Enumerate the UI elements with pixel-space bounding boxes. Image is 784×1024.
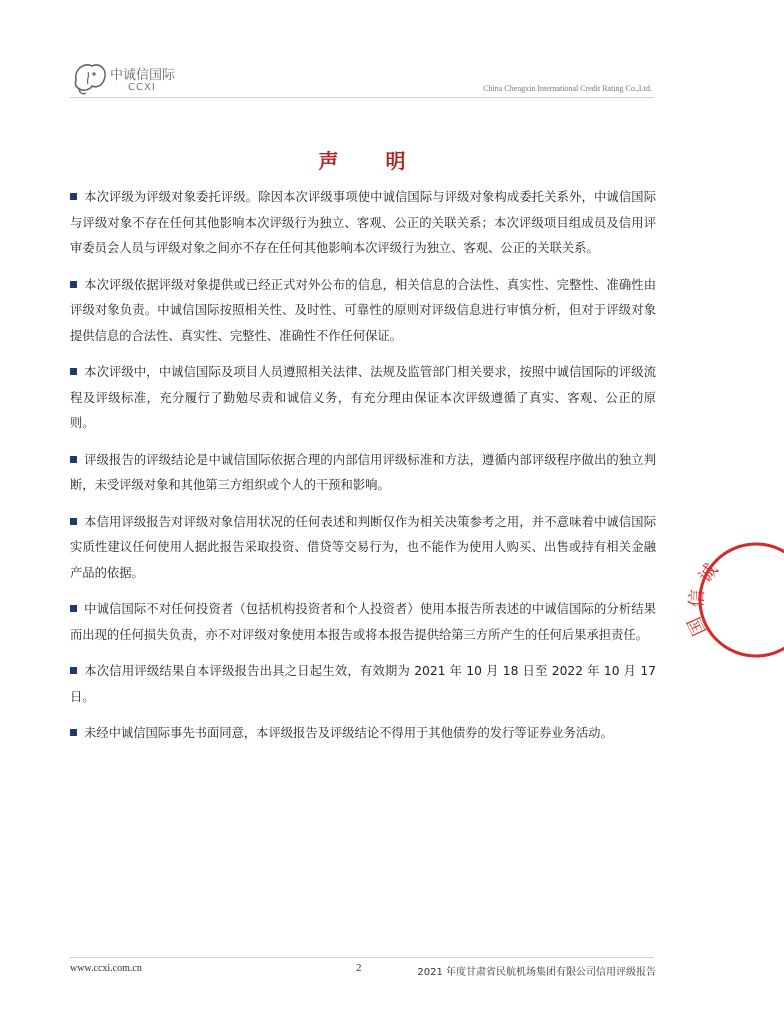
square-bullet-icon bbox=[70, 456, 77, 463]
footer-report-title: 2021 年度甘肃省民航机场集团有限公司信用评级报告 bbox=[417, 967, 656, 978]
footer-website: www.ccxi.com.cn bbox=[70, 963, 142, 974]
logo-english-name: CCXI bbox=[128, 82, 156, 93]
statement-item bbox=[70, 597, 656, 648]
statement-text: 评级报告的评级结论是中诚信国际依据合理的内部信用评级标准和方法，遵循内部评级程序做出的独立判断，未受评级对象和其他第三方组织或个人的干预和影响。 bbox=[70, 452, 656, 492]
statement-item bbox=[70, 273, 656, 350]
square-bullet-icon bbox=[70, 518, 77, 525]
svg-text:国: 国 bbox=[683, 613, 711, 639]
statement-text: 本次评级为评级对象委托评级。除因本次评级事项使中诚信国际与评级对象构成委托关系外，中诚信国际与评级对象不存在任何其他影响本次评级行为独立、客观、公正的关联关系；本次评级项目组成员及信用评审委员会人员与评级对象之间亦不存在任何其他影响本次评级行为独立、客观、公正的关联关系。 bbox=[70, 190, 656, 255]
square-bullet-icon bbox=[70, 605, 77, 612]
statement-text: 未经中诚信国际事先书面同意，本评级报告及评级结论不得用于其他债券的发行等证券业务活动。 bbox=[84, 726, 613, 740]
company-english-name: China Chengxin International Credit Rating Co.,Ltd. bbox=[483, 84, 652, 93]
ccxi-elephant-logo-icon bbox=[70, 58, 110, 96]
statement-text: 本次信用评级结果自本评级报告出具之日起生效，有效期为 2021 年 10 月 18 日至 2022 年 10 月 17 日。 bbox=[70, 664, 656, 704]
svg-text:诚: 诚 bbox=[694, 560, 723, 587]
square-bullet-icon bbox=[70, 667, 77, 674]
logo-chinese-name: 中诚信国际 bbox=[110, 68, 176, 83]
square-bullet-icon bbox=[70, 281, 77, 288]
square-bullet-icon bbox=[70, 729, 77, 736]
square-bullet-icon bbox=[70, 368, 77, 375]
statement-item bbox=[70, 185, 656, 262]
statement-text: 中诚信国际不对任何投资者（包括机构投资者和个人投资者）使用本报告所表述的中诚信国际的分析结果而出现的任何损失负责，亦不对评级对象使用本报告或将本报告提供给第三方所产生的任何后果承担责任。 bbox=[70, 602, 656, 642]
page-title: 声 明 bbox=[318, 149, 426, 173]
footer-divider bbox=[70, 957, 654, 958]
statement-text: 本次评级依据评级对象提供或已经正式对外公布的信息，相关信息的合法性、真实性、完整性、准确性由评级对象负责。中诚信国际按照相关性、及时性、可靠性的原则对评级信息进行审慎分析，但对于评级对象提供信息的合法性、真实性、完整性、准确性不作任何保证。 bbox=[70, 277, 656, 343]
page-number: 2 bbox=[356, 962, 362, 974]
statement-text: 本信用评级报告对评级对象信用状况的任何表述和判断仅作为相关决策参考之用，并不意味着中诚信国际实质性建议任何使用人据此报告采取投资、借贷等交易行为，也不能作为使用人购买、出售或持有相关金融产品的依据。 bbox=[70, 514, 656, 580]
company-seal-stamp-icon bbox=[683, 540, 784, 660]
statement-item bbox=[70, 510, 656, 587]
statement-item bbox=[70, 721, 656, 747]
svg-text:信: 信 bbox=[686, 588, 709, 609]
ccxi-logo bbox=[70, 58, 190, 98]
statement-text: 本次评级中，中诚信国际及项目人员遵照相关法律、法规及监管部门相关要求，按照中诚信国际的评级流程及评级标准，充分履行了勤勉尽责和诚信义务，有充分理由保证本次评级遵循了真实、客观、公正的原则。 bbox=[70, 365, 656, 430]
statement-item bbox=[70, 360, 656, 437]
statement-item bbox=[70, 448, 656, 499]
square-bullet-icon bbox=[70, 193, 77, 200]
statement-list bbox=[70, 185, 656, 758]
header-divider bbox=[70, 97, 654, 98]
statement-item bbox=[70, 659, 656, 710]
